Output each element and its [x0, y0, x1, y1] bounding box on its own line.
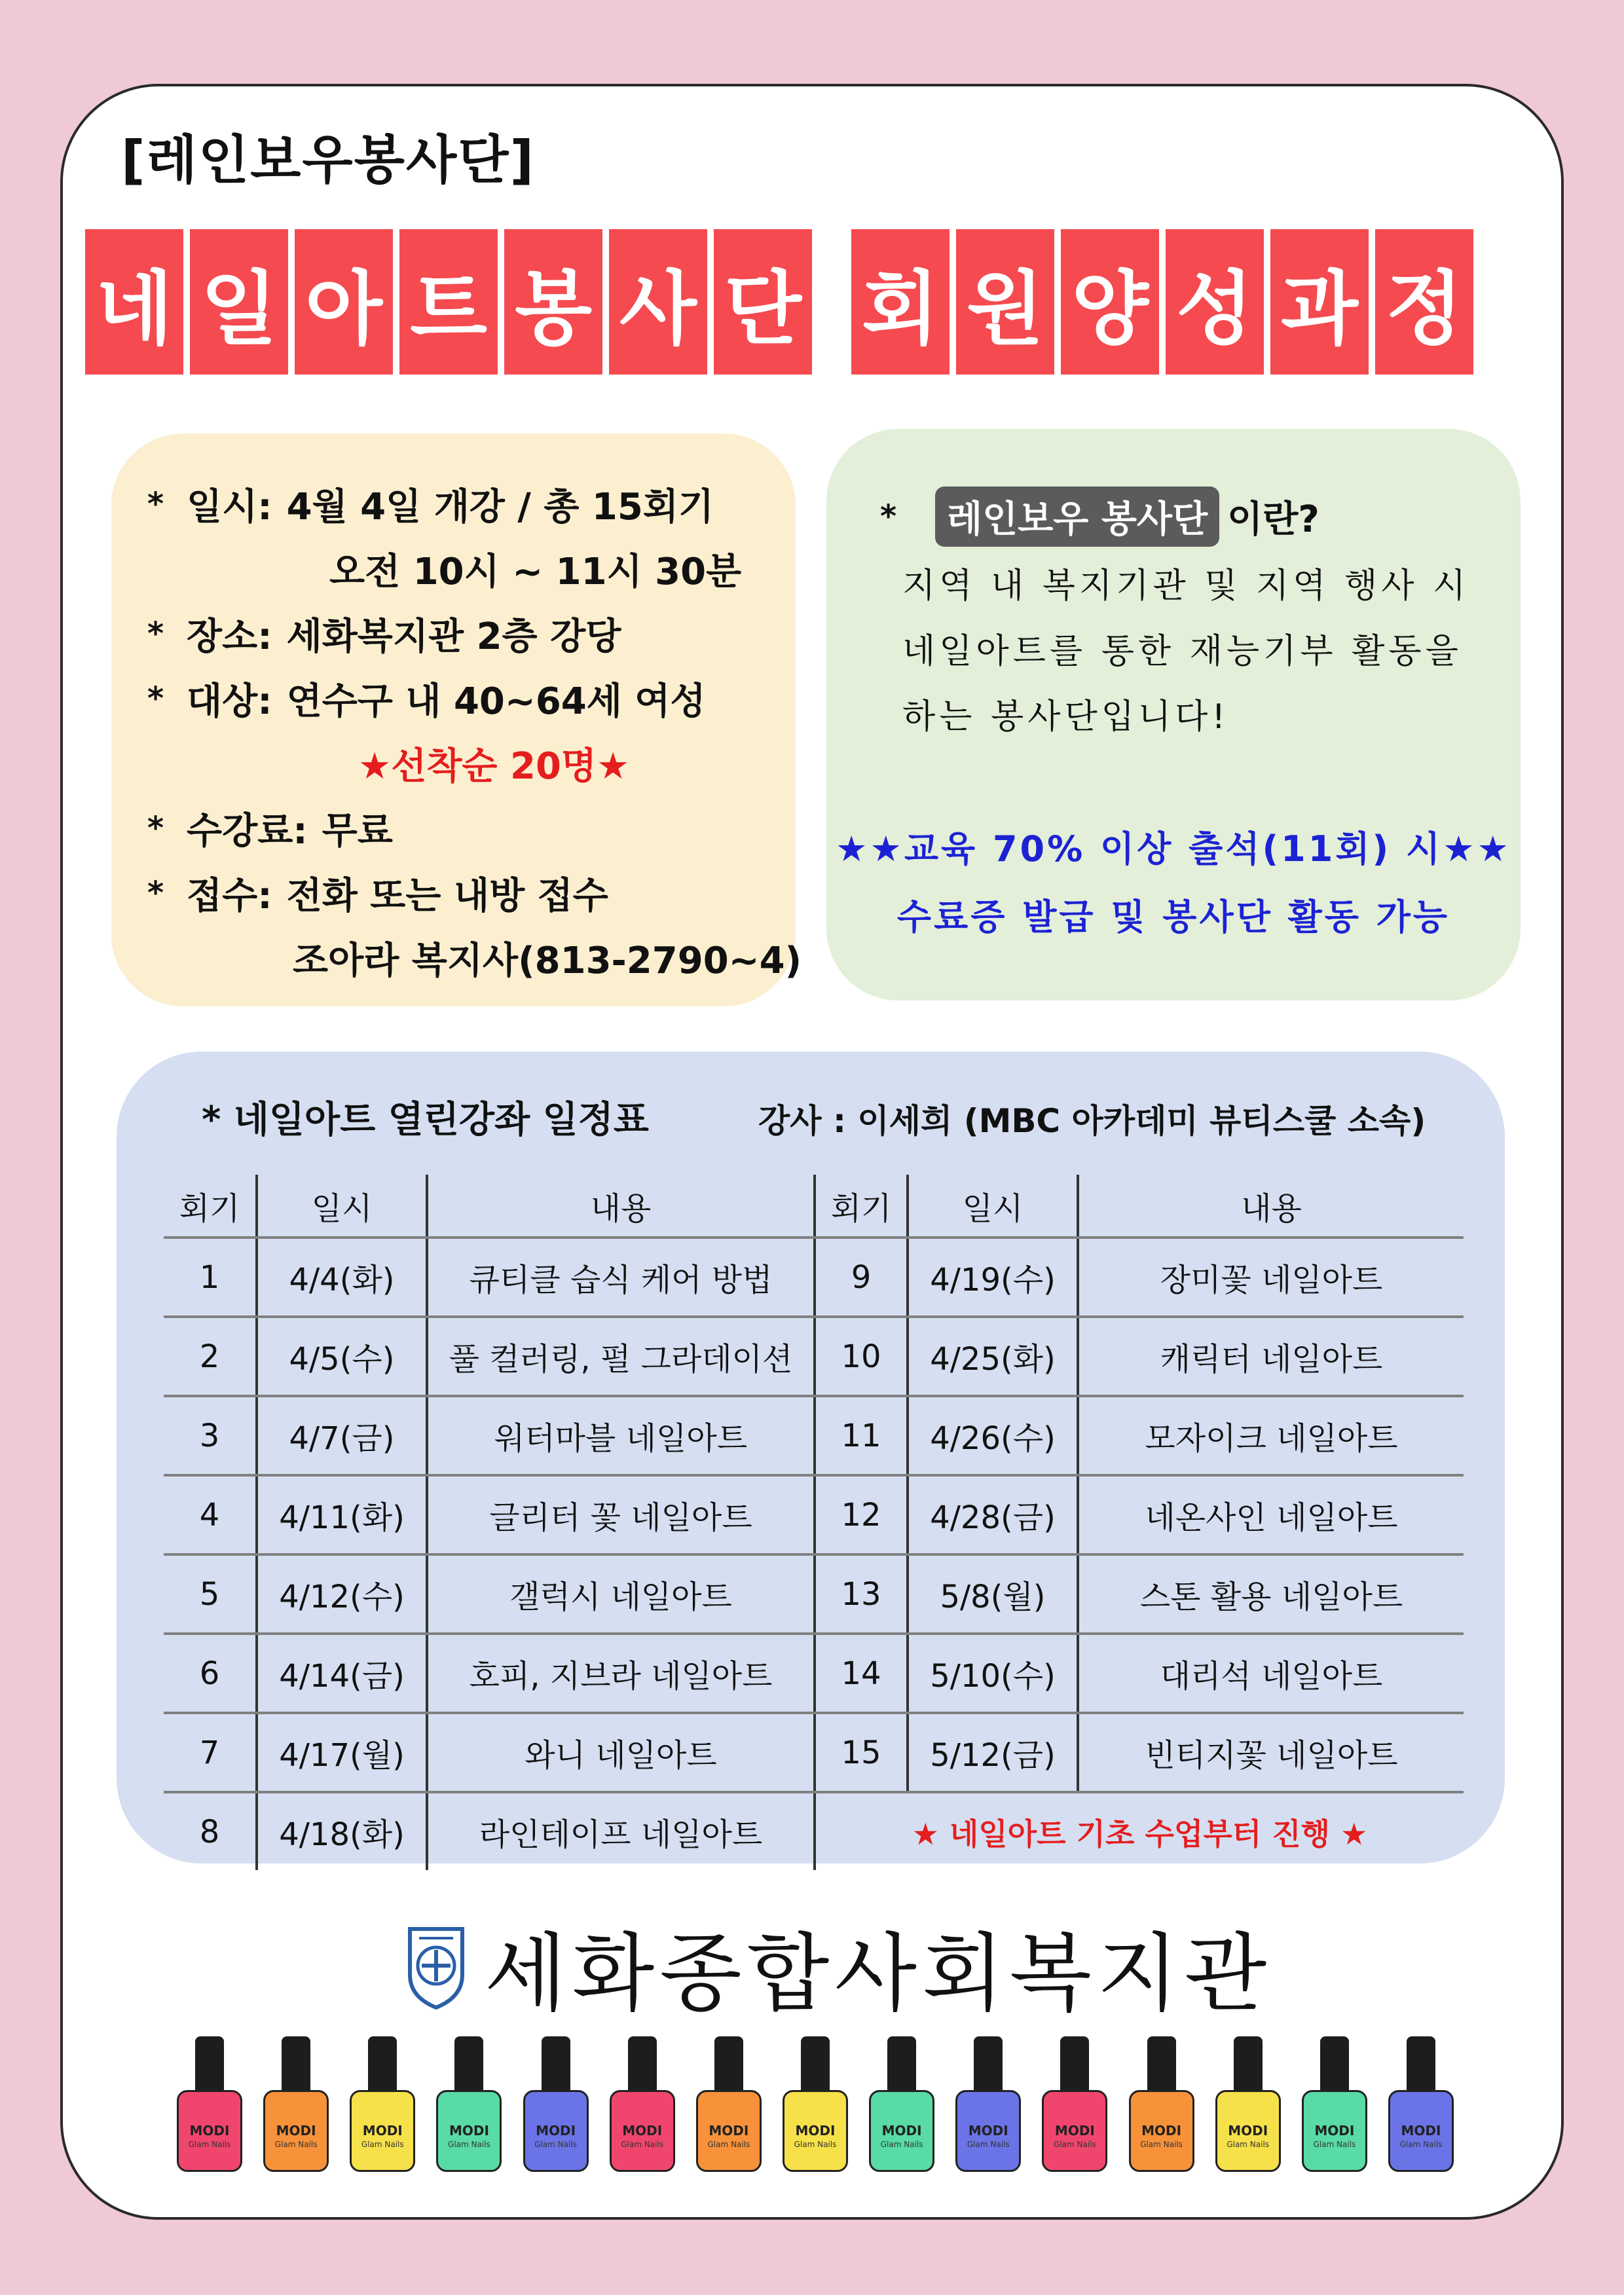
org-tag: [레인보우봉사단]	[121, 130, 536, 191]
table-cell: 4/4(화)	[257, 1238, 427, 1317]
title-char: 양	[1061, 229, 1159, 375]
title-char: 일	[190, 229, 288, 375]
table-cell: 4/28(금)	[908, 1475, 1078, 1554]
table-row	[164, 1396, 1464, 1475]
schedule-title: * 네일아트 열린강좌 일정표	[202, 1099, 649, 1141]
nail-polish-bottle-icon: MODI Glam Nails	[955, 2036, 1021, 2174]
table-row	[164, 1792, 1464, 1870]
schedule-header-cell: 회기	[815, 1175, 908, 1238]
about-heading: * 레인보우 봉사단 이란?	[880, 487, 1320, 547]
bullet-icon: *	[147, 680, 164, 717]
table-cell: 3	[164, 1396, 257, 1475]
info-capacity: ★선착순 20명★	[358, 744, 630, 788]
nail-polish-bottle-icon: MODI Glam Nails	[1388, 2036, 1454, 2174]
table-row	[164, 1713, 1464, 1792]
about-panel	[826, 429, 1521, 1001]
table-cell: 와니 네일아트	[427, 1713, 815, 1792]
schedule-header-row	[164, 1175, 1464, 1238]
table-cell: 라인테이프 네일아트	[427, 1792, 815, 1870]
table-row	[164, 1475, 1464, 1554]
info-contact: 조아라 복지사(813-2790~4)	[293, 939, 802, 982]
table-cell: 장미꽃 네일아트	[1078, 1238, 1464, 1317]
center-name	[406, 1905, 1272, 2028]
table-cell: 4	[164, 1475, 257, 1554]
nail-polish-bottle-icon: MODI Glam Nails	[1042, 2036, 1107, 2174]
title-char: 사	[609, 229, 707, 375]
table-cell: 15	[815, 1713, 908, 1792]
title-char: 원	[956, 229, 1054, 375]
table-cell: 대리석 네일아트	[1078, 1634, 1464, 1713]
table-cell: 4/12(수)	[257, 1554, 427, 1634]
info-panel	[111, 433, 802, 1006]
table-row	[164, 1238, 1464, 1317]
title-char: 네	[85, 229, 183, 375]
nail-polish-bottle-icon: MODI Glam Nails	[1302, 2036, 1367, 2174]
schedule-table	[164, 1175, 1464, 1870]
nail-polish-bottle-icon: MODI Glam Nails	[523, 2036, 589, 2174]
about-note: ★★교육 70% 이상 출석(11회) 시★★ 수료증 발급 및 봉사단 활동 가능	[836, 828, 1511, 938]
nail-polish-bottle-icon: MODI Glam Nails	[1215, 2036, 1281, 2174]
table-cell: 13	[815, 1554, 908, 1634]
about-body: 지역 내 복지기관 및 지역 행사 시 네일아트를 통한 재능기부 활동을 하는 봉사단입니다!	[902, 566, 1470, 737]
table-cell: 풀 컬러링, 펄 그라데이션	[427, 1317, 815, 1396]
nail-polish-bottle-icon: MODI Glam Nails	[263, 2036, 329, 2174]
nail-polish-bottle-icon: MODI Glam Nails	[869, 2036, 934, 2174]
schedule-header-cell: 일시	[908, 1175, 1078, 1238]
table-cell: 8	[164, 1792, 257, 1870]
table-cell: 4/5(수)	[257, 1317, 427, 1396]
nail-polish-bottle-icon: MODI Glam Nails	[350, 2036, 415, 2174]
table-cell: 1	[164, 1238, 257, 1317]
table-cell: 9	[815, 1238, 908, 1317]
bullet-icon: *	[147, 809, 164, 847]
table-cell: 10	[815, 1317, 908, 1396]
table-cell: 5	[164, 1554, 257, 1634]
table-cell: 빈티지꽃 네일아트	[1078, 1713, 1464, 1792]
nail-polish-bottle-icon: MODI Glam Nails	[436, 2036, 502, 2174]
table-row	[164, 1634, 1464, 1713]
table-cell: 5/12(금)	[908, 1713, 1078, 1792]
table-cell: 스톤 활용 네일아트	[1078, 1554, 1464, 1634]
title-char: 성	[1166, 229, 1264, 375]
info-target: * 대상: 연수구 내 40~64세 여성	[147, 680, 706, 723]
table-cell: 6	[164, 1634, 257, 1713]
table-cell: 워터마블 네일아트	[427, 1396, 815, 1475]
schedule-header-cell: 일시	[257, 1175, 427, 1238]
schedule-panel	[117, 1052, 1505, 1864]
info-place: * 장소: 세화복지관 2층 강당	[147, 615, 621, 658]
table-row	[164, 1554, 1464, 1634]
nail-polish-bottle-icon: MODI Glam Nails	[1129, 2036, 1194, 2174]
title-char: 아	[295, 229, 393, 375]
table-row	[164, 1317, 1464, 1396]
table-cell: 캐릭터 네일아트	[1078, 1317, 1464, 1396]
table-cell: 2	[164, 1317, 257, 1396]
table-cell: 글리터 꽃 네일아트	[427, 1475, 815, 1554]
bullet-icon: *	[147, 874, 164, 911]
table-cell: 4/14(금)	[257, 1634, 427, 1713]
info-fee: * 수강료: 무료	[147, 809, 393, 853]
schedule-note: ★ 네일아트 기초 수업부터 진행 ★	[912, 1816, 1368, 1852]
title-char: 트	[399, 229, 498, 375]
table-cell: 4/17(월)	[257, 1713, 427, 1792]
schedule-instructor: 강사 : 이세희 (MBC 아카데미 뷰티스쿨 소속)	[758, 1102, 1426, 1140]
schedule-header-cell: 내용	[427, 1175, 815, 1238]
main-title	[85, 229, 1480, 375]
table-cell: 4/19(수)	[908, 1238, 1078, 1317]
nail-polish-bottle-icon: MODI Glam Nails	[783, 2036, 848, 2174]
nail-polish-bottle-icon: MODI Glam Nails	[696, 2036, 762, 2174]
table-cell: 11	[815, 1396, 908, 1475]
center-name-text: 세화종합사회복지관	[485, 1924, 1272, 2023]
table-cell: 4/26(수)	[908, 1396, 1078, 1475]
table-cell: 5/8(월)	[908, 1554, 1078, 1634]
nail-polish-bottle-icon: MODI Glam Nails	[177, 2036, 242, 2174]
title-char: 정	[1375, 229, 1473, 375]
bullet-icon: *	[880, 498, 897, 535]
table-cell: 4/7(금)	[257, 1396, 427, 1475]
table-cell: 호피, 지브라 네일아트	[427, 1634, 815, 1713]
info-date: * 일시: 4월 4일 개강 / 총 15회기	[147, 485, 714, 528]
nail-polish-bottle-icon: MODI Glam Nails	[610, 2036, 675, 2174]
table-cell: 4/18(화)	[257, 1792, 427, 1870]
title-char: 단	[714, 229, 812, 375]
title-char: 회	[851, 229, 950, 375]
table-cell: 네온사인 네일아트	[1078, 1475, 1464, 1554]
shield-logo-icon	[406, 1924, 466, 2010]
info-apply: * 접수: 전화 또는 내방 접수	[147, 874, 608, 917]
schedule-header-cell: 내용	[1078, 1175, 1464, 1238]
bullet-icon: *	[147, 615, 164, 652]
about-highlight: 레인보우 봉사단	[935, 487, 1219, 547]
table-cell: 14	[815, 1634, 908, 1713]
schedule-header-cell: 회기	[164, 1175, 257, 1238]
table-cell: 모자이크 네일아트	[1078, 1396, 1464, 1475]
nail-polish-row	[177, 2036, 1454, 2180]
bullet-icon: *	[147, 485, 164, 523]
table-cell: 5/10(수)	[908, 1634, 1078, 1713]
title-char: 과	[1270, 229, 1369, 375]
table-cell: 큐티클 습식 케어 방법	[427, 1238, 815, 1317]
table-cell: 4/25(화)	[908, 1317, 1078, 1396]
table-cell: 12	[815, 1475, 908, 1554]
table-cell: 7	[164, 1713, 257, 1792]
table-cell: 4/11(화)	[257, 1475, 427, 1554]
title-char: 봉	[504, 229, 602, 375]
table-cell: 갤럭시 네일아트	[427, 1554, 815, 1634]
info-time: 오전 10시 ~ 11시 30분	[329, 550, 742, 593]
